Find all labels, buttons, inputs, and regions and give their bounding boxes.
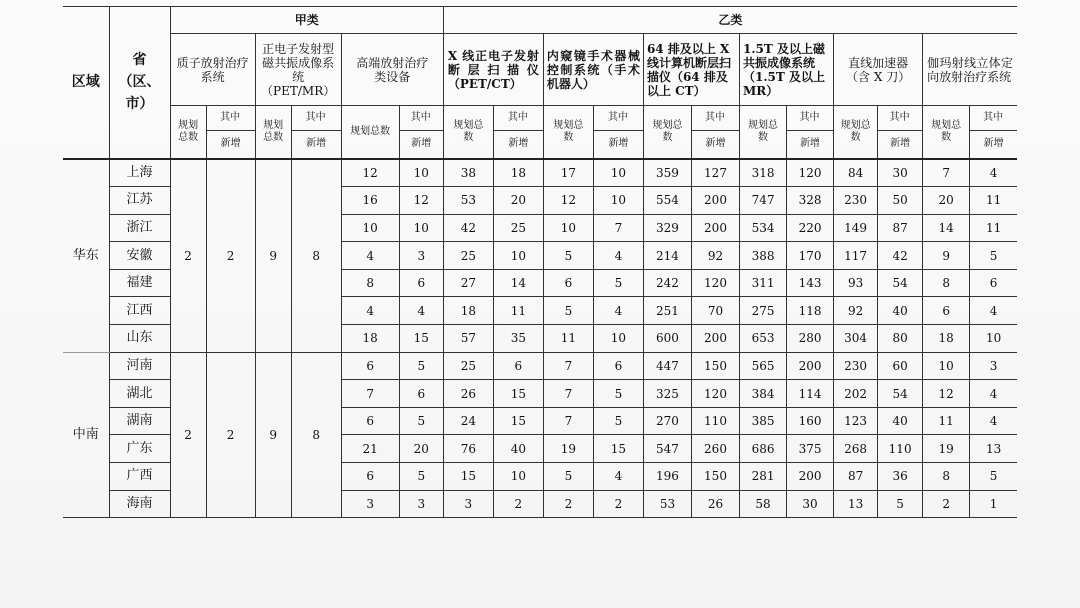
merged-value-cell: 2 [170,159,206,353]
value-cell: 54 [878,269,923,297]
value-cell: 4 [970,407,1017,435]
value-cell: 15 [493,380,543,408]
merged-value-cell: 9 [255,159,291,353]
value-cell: 10 [923,352,970,380]
value-cell: 547 [643,435,691,463]
value-cell: 10 [493,463,543,491]
value-cell: 12 [923,380,970,408]
value-cell: 4 [593,463,643,491]
value-cell: 150 [691,463,739,491]
value-cell: 3 [399,490,443,518]
province-cell: 湖北 [109,380,170,408]
value-cell: 2 [493,490,543,518]
value-cell: 7 [543,380,593,408]
value-cell: 92 [834,297,878,325]
value-cell: 2 [923,490,970,518]
value-cell: 170 [787,242,834,270]
value-cell: 6 [923,297,970,325]
province-cell: 福建 [109,269,170,297]
table-row [63,352,1017,380]
subheader-among-new [291,106,341,159]
subheader-among: 其中 [399,106,443,131]
value-cell: 80 [878,325,923,353]
value-cell: 3 [970,352,1017,380]
value-cell: 230 [834,187,878,215]
value-cell: 388 [740,242,787,270]
subheader-new: 新增 [705,138,726,150]
value-cell: 686 [740,435,787,463]
subheader-among-new [691,106,739,159]
region-cell: 中南 [63,352,109,518]
value-cell: 6 [493,352,543,380]
value-cell: 318 [740,159,787,187]
value-cell: 40 [493,435,543,463]
province-cell: 江西 [109,297,170,325]
value-cell: 4 [970,297,1017,325]
value-cell: 42 [443,214,493,242]
value-cell: 8 [923,463,970,491]
value-cell: 60 [878,352,923,380]
value-cell: 15 [443,463,493,491]
merged-value-cell: 2 [206,352,255,518]
value-cell: 2 [593,490,643,518]
value-cell: 17 [543,159,593,187]
value-cell: 5 [593,269,643,297]
value-cell: 447 [643,352,691,380]
value-cell: 10 [399,214,443,242]
value-cell: 19 [923,435,970,463]
value-cell: 311 [740,269,787,297]
value-cell: 4 [593,242,643,270]
subheader-among-new [970,106,1017,159]
value-cell: 87 [878,214,923,242]
header-region: 区域 [63,7,109,159]
subheader-among-new [399,106,443,159]
value-cell: 7 [543,407,593,435]
subheader-among-new [593,106,643,159]
value-cell: 4 [341,242,399,270]
value-cell: 123 [834,407,878,435]
value-cell: 6 [543,269,593,297]
value-cell: 38 [443,159,493,187]
header-cat-petct: X 线正电子发射断层扫描仪（PET/CT） [443,34,543,106]
value-cell: 5 [399,407,443,435]
value-cell: 2 [543,490,593,518]
value-cell: 4 [399,297,443,325]
value-cell: 385 [740,407,787,435]
subheader-among: 其中 [206,106,255,131]
province-cell: 广西 [109,463,170,491]
merged-value-cell: 2 [170,352,206,518]
value-cell: 26 [691,490,739,518]
value-cell: 260 [691,435,739,463]
value-cell: 25 [443,352,493,380]
value-cell: 12 [399,187,443,215]
subheader-planned-total: 规划总数 [740,106,787,159]
value-cell: 534 [740,214,787,242]
value-cell: 270 [643,407,691,435]
value-cell: 14 [923,214,970,242]
subheader-among-new [206,106,255,159]
value-cell: 12 [341,159,399,187]
value-cell: 3 [443,490,493,518]
merged-value-cell: 2 [206,159,255,353]
subheader-planned-total: 规划总数 [643,106,691,159]
subheader-planned-total: 规划总数 [170,106,206,159]
value-cell: 24 [443,407,493,435]
province-cell: 山东 [109,325,170,353]
value-cell: 200 [691,214,739,242]
province-cell: 湖南 [109,407,170,435]
value-cell: 20 [399,435,443,463]
value-cell: 600 [643,325,691,353]
value-cell: 18 [923,325,970,353]
value-cell: 328 [787,187,834,215]
value-cell: 329 [643,214,691,242]
value-cell: 747 [740,187,787,215]
value-cell: 5 [878,490,923,518]
header-group-b: 乙类 [443,7,1017,34]
value-cell: 281 [740,463,787,491]
province-cell: 江苏 [109,187,170,215]
value-cell: 50 [878,187,923,215]
subheader-new: 新增 [608,138,629,150]
subheader-new: 新增 [890,138,911,150]
subheader-planned-total: 规划总数 [923,106,970,159]
value-cell: 6 [593,352,643,380]
subheader-new: 新增 [508,138,529,150]
value-cell: 54 [878,380,923,408]
value-cell: 8 [341,269,399,297]
header-cat-robot: 内窥镜手术器械控制系统（手术机器人） [543,34,643,106]
subheader-among: 其中 [786,106,833,131]
subheader-planned-total: 规划总数 [443,106,493,159]
subheader-among: 其中 [691,106,739,131]
value-cell: 14 [493,269,543,297]
value-cell: 10 [399,159,443,187]
header-cat-petmr: 正电子发射型磁共振成像系统（PET/MR） [255,34,341,106]
value-cell: 565 [740,352,787,380]
merged-value-cell: 9 [255,352,291,518]
value-cell: 120 [787,159,834,187]
value-cell: 110 [691,407,739,435]
table-row [63,159,1017,187]
value-cell: 5 [970,242,1017,270]
value-cell: 10 [493,242,543,270]
value-cell: 19 [543,435,593,463]
value-cell: 18 [341,325,399,353]
value-cell: 3 [399,242,443,270]
value-cell: 53 [643,490,691,518]
province-cell: 广东 [109,435,170,463]
value-cell: 359 [643,159,691,187]
header-cat-gamma: 伽玛射线立体定向放射治疗系统 [923,34,1017,106]
value-cell: 118 [787,297,834,325]
value-cell: 9 [923,242,970,270]
value-cell: 220 [787,214,834,242]
subheader-planned-total: 规划总数 [341,106,399,159]
value-cell: 110 [878,435,923,463]
subheader-among-new [787,106,834,159]
province-cell: 浙江 [109,214,170,242]
value-cell: 214 [643,242,691,270]
header-cat-radiotherapy: 高端放射治疗类设备 [341,34,443,106]
value-cell: 20 [493,187,543,215]
value-cell: 10 [970,325,1017,353]
value-cell: 11 [493,297,543,325]
value-cell: 200 [691,325,739,353]
value-cell: 5 [970,463,1017,491]
province-cell: 海南 [109,490,170,518]
subheader-among-new [878,106,923,159]
value-cell: 10 [593,325,643,353]
value-cell: 27 [443,269,493,297]
subheader-among: 其中 [877,106,922,131]
value-cell: 30 [878,159,923,187]
province-cell: 上海 [109,159,170,187]
value-cell: 7 [923,159,970,187]
value-cell: 5 [399,352,443,380]
value-cell: 8 [923,269,970,297]
value-cell: 150 [691,352,739,380]
value-cell: 114 [787,380,834,408]
value-cell: 5 [593,407,643,435]
value-cell: 25 [493,214,543,242]
value-cell: 16 [341,187,399,215]
region-cell: 华东 [63,159,109,353]
value-cell: 268 [834,435,878,463]
value-cell: 30 [787,490,834,518]
value-cell: 84 [834,159,878,187]
province-cell: 河南 [109,352,170,380]
subheader-among: 其中 [493,106,543,131]
subheader-new: 新增 [411,138,432,150]
value-cell: 242 [643,269,691,297]
value-cell: 5 [593,380,643,408]
subheader-planned-total: 规划总数 [834,106,878,159]
header-cat-mr: 1.5T 及以上磁共振成像系统（1.5T 及以上 MR） [740,34,834,106]
value-cell: 15 [593,435,643,463]
value-cell: 120 [691,269,739,297]
value-cell: 3 [341,490,399,518]
value-cell: 4 [970,380,1017,408]
value-cell: 7 [341,380,399,408]
value-cell: 5 [543,463,593,491]
value-cell: 11 [543,325,593,353]
subheader-new: 新增 [983,138,1004,150]
value-cell: 149 [834,214,878,242]
value-cell: 304 [834,325,878,353]
value-cell: 25 [443,242,493,270]
value-cell: 70 [691,297,739,325]
subheader-planned-total: 规划总数 [255,106,291,159]
value-cell: 200 [691,187,739,215]
value-cell: 200 [787,463,834,491]
value-cell: 7 [593,214,643,242]
value-cell: 53 [443,187,493,215]
value-cell: 5 [399,463,443,491]
value-cell: 200 [787,352,834,380]
value-cell: 5 [543,297,593,325]
value-cell: 13 [970,435,1017,463]
value-cell: 7 [543,352,593,380]
value-cell: 325 [643,380,691,408]
value-cell: 12 [543,187,593,215]
value-cell: 20 [923,187,970,215]
value-cell: 5 [543,242,593,270]
value-cell: 36 [878,463,923,491]
value-cell: 10 [543,214,593,242]
value-cell: 11 [970,214,1017,242]
value-cell: 15 [493,407,543,435]
value-cell: 87 [834,463,878,491]
value-cell: 6 [399,380,443,408]
header-group-a: 甲类 [170,7,443,34]
value-cell: 6 [970,269,1017,297]
value-cell: 384 [740,380,787,408]
header-cat-ct: 64 排及以上 X 线计算机断层扫描仪（64 排及以上 CT） [643,34,739,106]
subheader-new: 新增 [220,138,241,150]
value-cell: 6 [341,407,399,435]
value-cell: 196 [643,463,691,491]
value-cell: 18 [443,297,493,325]
value-cell: 6 [341,352,399,380]
header-cat-proton: 质子放射治疗系统 [170,34,255,106]
value-cell: 40 [878,407,923,435]
value-cell: 58 [740,490,787,518]
value-cell: 230 [834,352,878,380]
value-cell: 4 [341,297,399,325]
value-cell: 11 [970,187,1017,215]
equipment-planning-table [63,6,1017,518]
value-cell: 26 [443,380,493,408]
value-cell: 10 [593,159,643,187]
value-cell: 42 [878,242,923,270]
value-cell: 40 [878,297,923,325]
value-cell: 653 [740,325,787,353]
value-cell: 6 [399,269,443,297]
value-cell: 92 [691,242,739,270]
subheader-among-new [493,106,543,159]
value-cell: 10 [341,214,399,242]
value-cell: 18 [493,159,543,187]
province-cell: 安徽 [109,242,170,270]
value-cell: 10 [593,187,643,215]
value-cell: 375 [787,435,834,463]
value-cell: 57 [443,325,493,353]
value-cell: 21 [341,435,399,463]
value-cell: 251 [643,297,691,325]
value-cell: 143 [787,269,834,297]
value-cell: 4 [970,159,1017,187]
value-cell: 13 [834,490,878,518]
value-cell: 160 [787,407,834,435]
subheader-among: 其中 [969,106,1017,131]
value-cell: 4 [593,297,643,325]
subheader-among: 其中 [593,106,643,131]
value-cell: 127 [691,159,739,187]
value-cell: 554 [643,187,691,215]
subheader-new: 新增 [800,138,821,150]
merged-value-cell: 8 [291,352,341,518]
value-cell: 6 [341,463,399,491]
value-cell: 275 [740,297,787,325]
value-cell: 120 [691,380,739,408]
value-cell: 93 [834,269,878,297]
merged-value-cell: 8 [291,159,341,353]
value-cell: 117 [834,242,878,270]
value-cell: 15 [399,325,443,353]
subheader-planned-total: 规划总数 [543,106,593,159]
value-cell: 1 [970,490,1017,518]
value-cell: 280 [787,325,834,353]
value-cell: 35 [493,325,543,353]
header-province: 省（区、市） [109,7,170,159]
subheader-among: 其中 [291,106,341,131]
value-cell: 11 [923,407,970,435]
header-cat-linac: 直线加速器（含 X 刀） [834,34,923,106]
value-cell: 202 [834,380,878,408]
value-cell: 76 [443,435,493,463]
subheader-new: 新增 [306,138,327,150]
